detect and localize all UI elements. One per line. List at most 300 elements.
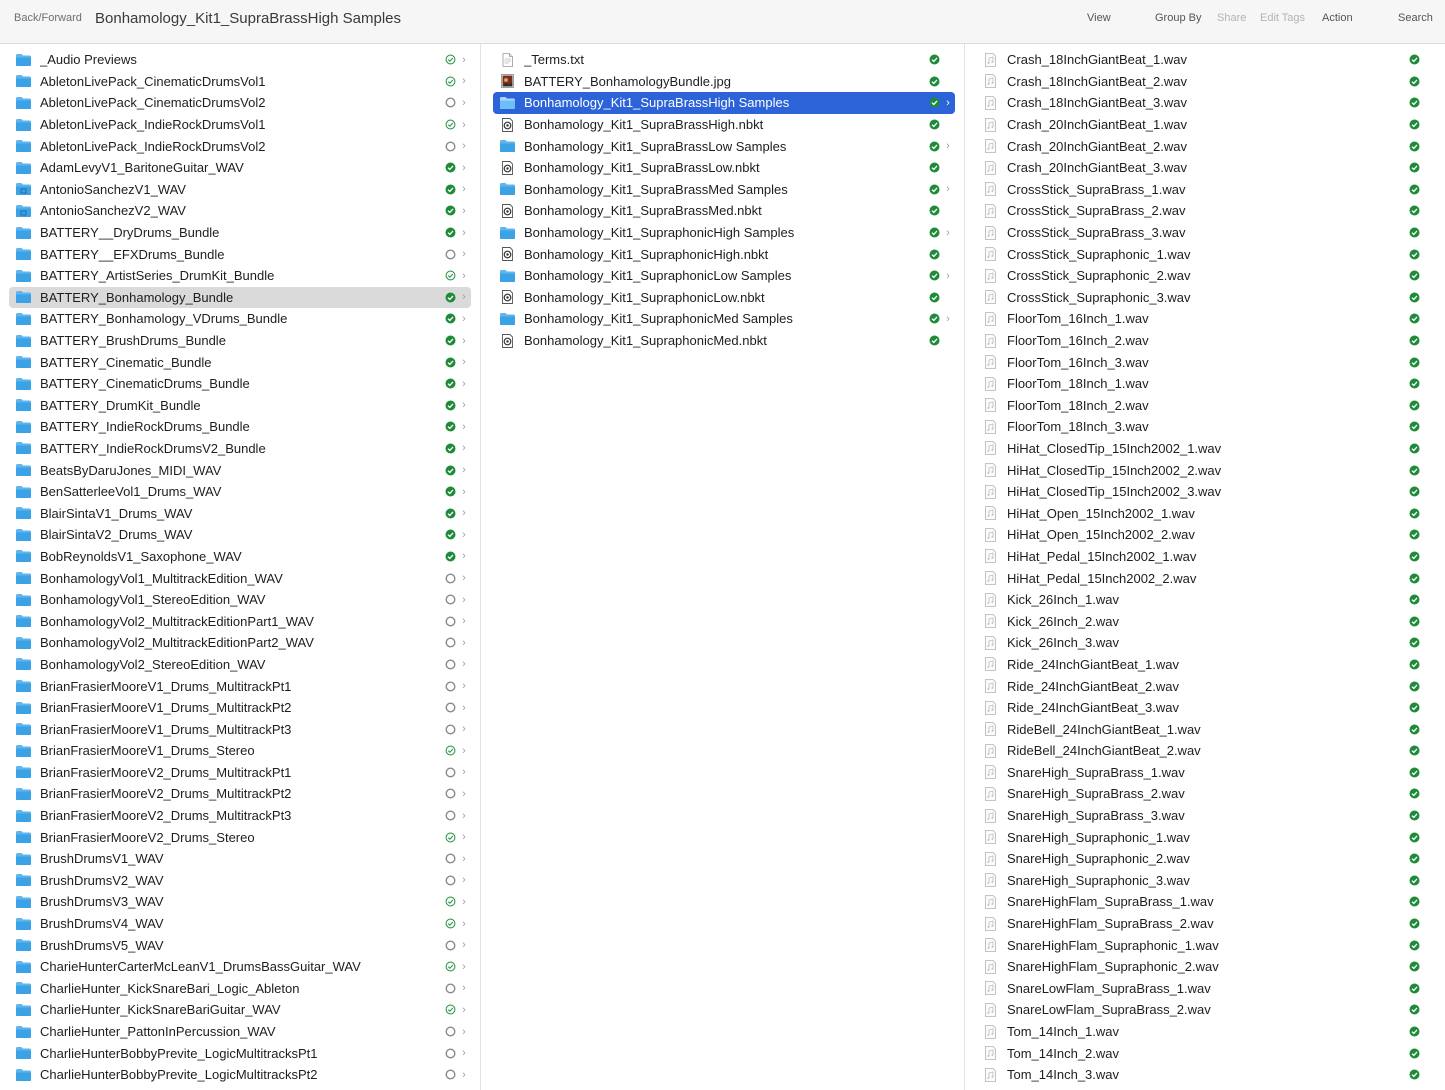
list-item[interactable] (976, 1042, 1435, 1064)
list-item[interactable] (493, 135, 955, 157)
list-item[interactable] (976, 49, 1435, 71)
synced-check-icon (1409, 1004, 1420, 1015)
item-name: SnareHigh_Supraphonic_1.wav (1007, 829, 1190, 845)
list-item[interactable] (493, 265, 955, 287)
list-item[interactable] (9, 373, 471, 395)
list-item[interactable] (976, 1064, 1435, 1086)
chevron-right-icon: › (462, 939, 466, 952)
audio-file-icon (982, 787, 999, 801)
list-item[interactable] (976, 589, 1435, 611)
item-name: BonhamologyVol2_StereoEdition_WAV (40, 656, 266, 672)
synced-check-icon (1409, 486, 1420, 497)
folder-icon (15, 830, 32, 844)
list-item[interactable] (9, 459, 471, 481)
list-item[interactable] (493, 92, 955, 114)
list-item[interactable] (976, 92, 1435, 114)
synced-check-icon (929, 184, 940, 195)
audio-file-icon (982, 722, 999, 736)
list-item[interactable] (9, 826, 471, 848)
cloud-status-icon (445, 983, 456, 994)
audio-file-icon (982, 917, 999, 931)
item-name: Crash_18InchGiantBeat_2.wav (1007, 73, 1187, 89)
synced-check-icon (1409, 119, 1420, 130)
view-button[interactable]: View (1087, 12, 1111, 24)
chevron-right-icon: › (462, 960, 466, 973)
list-item[interactable] (9, 157, 471, 179)
item-name: SnareLowFlam_SupraBrass_2.wav (1007, 1002, 1211, 1018)
chevron-right-icon: › (462, 399, 466, 412)
chevron-right-icon: › (462, 701, 466, 714)
audio-file-icon (982, 334, 999, 348)
audio-file-icon (982, 938, 999, 952)
folder-icon (15, 917, 32, 931)
list-item[interactable] (976, 654, 1435, 676)
list-item[interactable] (9, 913, 471, 935)
item-name: Bonhamology_Kit1_SupraBrassLow.nbkt (524, 160, 760, 176)
list-item[interactable] (976, 1021, 1435, 1043)
column-parent-folders[interactable] (0, 44, 481, 1090)
list-item[interactable] (9, 243, 471, 265)
action-button[interactable]: Action (1322, 12, 1353, 24)
list-item[interactable] (976, 222, 1435, 244)
item-name: SnareHigh_Supraphonic_2.wav (1007, 851, 1190, 867)
audio-file-icon (982, 895, 999, 909)
item-name: FloorTom_16Inch_1.wav (1007, 311, 1149, 327)
folder-icon (15, 139, 32, 153)
synced-check-icon (1409, 853, 1420, 864)
cloud-status-icon (445, 659, 456, 670)
synced-check-icon (929, 313, 940, 324)
window-title: Bonhamology_Kit1_SupraBrassHigh Samples (95, 10, 402, 27)
group-by-button[interactable]: Group By (1155, 12, 1202, 24)
chevron-right-icon: › (462, 377, 466, 390)
item-name: CrossStick_Supraphonic_3.wav (1007, 289, 1191, 305)
chevron-right-icon: › (462, 96, 466, 109)
list-item[interactable] (493, 243, 955, 265)
list-item[interactable] (9, 654, 471, 676)
audio-file-icon (982, 657, 999, 671)
folder-icon (15, 614, 32, 628)
synced-check-icon (1409, 832, 1420, 843)
chevron-right-icon: › (462, 312, 466, 325)
item-name: BrianFrasierMooreV1_Drums_Stereo (40, 743, 255, 759)
item-name: SnareHigh_SupraBrass_3.wav (1007, 808, 1185, 824)
synced-check-icon (1409, 983, 1420, 994)
list-item[interactable] (976, 308, 1435, 330)
synced-check-icon (929, 141, 940, 152)
list-item[interactable] (976, 740, 1435, 762)
synced-check-icon (1409, 551, 1420, 562)
chevron-right-icon: › (462, 550, 466, 563)
folder-icon (15, 377, 32, 391)
chevron-right-icon: › (462, 917, 466, 930)
list-item[interactable] (976, 243, 1435, 265)
list-item[interactable] (9, 200, 471, 222)
list-item[interactable] (976, 999, 1435, 1021)
column-sample-files[interactable] (966, 44, 1445, 1090)
synced-check-icon (1409, 313, 1420, 324)
item-name: BrianFrasierMooreV2_Drums_Stereo (40, 829, 255, 845)
list-item[interactable] (9, 71, 471, 93)
list-item[interactable] (976, 891, 1435, 913)
list-item[interactable] (493, 114, 955, 136)
list-item[interactable] (9, 999, 471, 1021)
item-name: BrianFrasierMooreV1_Drums_MultitrackPt1 (40, 678, 292, 694)
list-item[interactable] (9, 222, 471, 244)
item-name: BATTERY__DryDrums_Bundle (40, 225, 220, 241)
synced-outline-icon (445, 896, 456, 907)
item-name: AbletonLivePack_IndieRockDrumsVol2 (40, 138, 266, 154)
item-name: AbletonLivePack_CinematicDrumsVol2 (40, 95, 266, 111)
list-item[interactable] (976, 524, 1435, 546)
item-name: SnareHighFlam_SupraBrass_2.wav (1007, 916, 1214, 932)
list-item[interactable] (9, 697, 471, 719)
item-name: BobReynoldsV1_Saxophone_WAV (40, 548, 242, 564)
chevron-right-icon: › (462, 334, 466, 347)
item-name: HiHat_ClosedTip_15Inch2002_3.wav (1007, 484, 1222, 500)
item-name: BrianFrasierMooreV2_Drums_MultitrackPt1 (40, 764, 292, 780)
list-item[interactable] (976, 826, 1435, 848)
list-item[interactable] (9, 546, 471, 568)
list-item[interactable] (976, 956, 1435, 978)
synced-check-icon (445, 486, 456, 497)
audio-file-icon (982, 701, 999, 715)
list-item[interactable] (9, 524, 471, 546)
chevron-right-icon: › (462, 118, 466, 131)
back-forward-button[interactable]: Back/Forward (14, 12, 82, 24)
audio-file-icon (982, 1025, 999, 1039)
folder-icon (15, 161, 32, 175)
cloud-status-icon (445, 1069, 456, 1080)
chevron-right-icon: › (462, 75, 466, 88)
list-item[interactable] (976, 783, 1435, 805)
synced-outline-icon (445, 1004, 456, 1015)
list-item[interactable] (976, 438, 1435, 460)
synced-check-icon (445, 162, 456, 173)
audio-file-icon (982, 614, 999, 628)
list-item[interactable] (976, 114, 1435, 136)
audio-file-icon (982, 744, 999, 758)
chevron-right-icon: › (462, 356, 466, 369)
synced-check-icon (1409, 97, 1420, 108)
item-name: FloorTom_16Inch_2.wav (1007, 333, 1149, 349)
list-item[interactable] (976, 265, 1435, 287)
synced-check-icon (1409, 896, 1420, 907)
item-name: RideBell_24InchGiantBeat_2.wav (1007, 743, 1201, 759)
list-item[interactable] (9, 1042, 471, 1064)
nbkt-file-icon (499, 290, 516, 304)
list-item[interactable] (9, 351, 471, 373)
folder-icon (15, 593, 32, 607)
synced-outline-icon (445, 270, 456, 281)
list-item[interactable] (9, 589, 471, 611)
column-bundle-contents[interactable] (482, 44, 965, 1090)
list-item[interactable] (9, 265, 471, 287)
folder-icon (15, 679, 32, 693)
audio-file-icon (982, 463, 999, 477)
list-item[interactable] (976, 179, 1435, 201)
list-item[interactable] (9, 956, 471, 978)
list-item[interactable] (976, 934, 1435, 956)
list-item[interactable] (9, 1064, 471, 1086)
audio-file-icon (982, 960, 999, 974)
list-item[interactable] (9, 934, 471, 956)
item-name: AdamLevyV1_BaritoneGuitar_WAV (40, 160, 244, 176)
list-item[interactable] (9, 502, 471, 524)
chevron-right-icon: › (462, 204, 466, 217)
chevron-right-icon: › (462, 291, 466, 304)
list-item[interactable] (493, 287, 955, 309)
list-item[interactable] (9, 179, 471, 201)
item-name: SnareHighFlam_Supraphonic_2.wav (1007, 959, 1219, 975)
item-name: HiHat_Pedal_15Inch2002_2.wav (1007, 570, 1197, 586)
list-item[interactable] (9, 114, 471, 136)
synced-check-icon (1409, 875, 1420, 886)
item-name: SnareHighFlam_SupraBrass_1.wav (1007, 894, 1214, 910)
list-item[interactable] (976, 632, 1435, 654)
item-name: BonhamologyVol1_StereoEdition_WAV (40, 592, 266, 608)
list-item[interactable] (976, 697, 1435, 719)
list-item[interactable] (493, 49, 955, 71)
list-item[interactable] (976, 978, 1435, 1000)
list-item[interactable] (976, 718, 1435, 740)
list-item[interactable] (976, 330, 1435, 352)
synced-check-icon (1409, 162, 1420, 173)
list-item[interactable] (976, 287, 1435, 309)
item-name: Kick_26Inch_1.wav (1007, 592, 1120, 608)
chevron-right-icon: › (462, 1025, 466, 1038)
synced-check-icon (445, 227, 456, 238)
nbkt-file-icon (499, 118, 516, 132)
item-name: Crash_18InchGiantBeat_1.wav (1007, 52, 1187, 68)
list-item[interactable] (9, 632, 471, 654)
list-item[interactable] (9, 718, 471, 740)
item-name: Tom_14Inch_1.wav (1007, 1024, 1120, 1040)
synced-check-icon (929, 162, 940, 173)
folder-icon (15, 312, 32, 326)
chevron-right-icon: › (462, 507, 466, 520)
item-name: _Audio Previews (40, 52, 137, 68)
item-name: Bonhamology_Kit1_SupraphonicMed.nbkt (524, 333, 767, 349)
audio-file-icon (982, 226, 999, 240)
synced-outline-icon (445, 54, 456, 65)
chevron-right-icon: › (462, 874, 466, 887)
list-item[interactable] (493, 157, 955, 179)
synced-check-icon (1409, 745, 1420, 756)
list-item[interactable] (9, 740, 471, 762)
synced-outline-icon (445, 918, 456, 929)
item-name: BonhamologyVol2_MultitrackEditionPart2_WAV (40, 635, 314, 651)
item-name: Bonhamology_Kit1_SupraphonicHigh.nbkt (524, 246, 769, 262)
list-item[interactable] (493, 179, 955, 201)
item-name: CrossStick_SupraBrass_2.wav (1007, 203, 1186, 219)
list-item[interactable] (493, 71, 955, 93)
list-item[interactable] (976, 481, 1435, 503)
audio-file-icon (982, 485, 999, 499)
list-item[interactable] (976, 157, 1435, 179)
synced-check-icon (1409, 292, 1420, 303)
item-name: Kick_26Inch_2.wav (1007, 613, 1120, 629)
list-item[interactable] (493, 200, 955, 222)
list-item[interactable] (976, 135, 1435, 157)
list-item[interactable] (9, 416, 471, 438)
list-item[interactable] (9, 308, 471, 330)
item-name: Tom_14Inch_3.wav (1007, 1067, 1120, 1083)
audio-file-icon (982, 1068, 999, 1082)
synced-check-icon (1409, 249, 1420, 260)
folder-icon (15, 701, 32, 715)
synced-check-icon (1409, 529, 1420, 540)
folder-icon (15, 96, 32, 110)
audio-file-icon (982, 981, 999, 995)
item-name: BATTERY_Bonhamology_Bundle (40, 289, 234, 305)
folder-icon (15, 463, 32, 477)
list-item[interactable] (976, 762, 1435, 784)
item-name: BlairSintaV2_Drums_WAV (40, 527, 193, 543)
cloud-status-icon (445, 853, 456, 864)
folder-icon (15, 334, 32, 348)
item-name: CharlieHunter_KickSnareBari_Logic_Ableton (40, 980, 300, 996)
list-item[interactable] (9, 438, 471, 460)
cloud-status-icon (445, 681, 456, 692)
item-name: BrushDrumsV2_WAV (40, 872, 164, 888)
item-name: BATTERY_Bonhamology_VDrums_Bundle (40, 311, 288, 327)
list-item[interactable] (9, 92, 471, 114)
list-item[interactable] (976, 610, 1435, 632)
list-item[interactable] (493, 222, 955, 244)
item-name: AntonioSanchezV2_WAV (40, 203, 186, 219)
cloud-status-icon (445, 702, 456, 713)
list-item[interactable] (9, 1021, 471, 1043)
item-name: SnareHigh_SupraBrass_1.wav (1007, 764, 1185, 780)
item-name: Bonhamology_Kit1_SupraphonicLow.nbkt (524, 289, 765, 305)
cloud-status-icon (445, 97, 456, 108)
chevron-right-icon: › (462, 593, 466, 606)
folder-icon (15, 938, 32, 952)
list-item[interactable] (9, 135, 471, 157)
list-item[interactable] (9, 978, 471, 1000)
list-item[interactable] (9, 610, 471, 632)
list-item[interactable] (976, 567, 1435, 589)
synced-check-icon (445, 465, 456, 476)
share-button[interactable]: Share (1217, 12, 1247, 24)
synced-check-icon (445, 184, 456, 195)
folder-icon (15, 269, 32, 283)
list-item[interactable] (9, 783, 471, 805)
synced-check-icon (1409, 227, 1420, 238)
list-item[interactable] (9, 675, 471, 697)
folder-icon (15, 182, 32, 196)
list-item[interactable] (9, 848, 471, 870)
synced-outline-icon (445, 76, 456, 87)
nbkt-file-icon (499, 334, 516, 348)
list-item[interactable] (976, 502, 1435, 524)
item-name: Ride_24InchGiantBeat_2.wav (1007, 678, 1180, 694)
list-item[interactable] (976, 200, 1435, 222)
audio-file-icon (982, 161, 999, 175)
item-name: Bonhamology_Kit1_SupraBrassMed.nbkt (524, 203, 762, 219)
item-name: BATTERY_BonhamologyBundle.jpg (524, 73, 731, 89)
audio-file-icon (982, 139, 999, 153)
list-item[interactable] (493, 308, 955, 330)
list-item[interactable] (9, 870, 471, 892)
list-item[interactable] (976, 848, 1435, 870)
item-name: BrushDrumsV3_WAV (40, 894, 164, 910)
list-item[interactable] (976, 351, 1435, 373)
item-name: CrossStick_SupraBrass_3.wav (1007, 225, 1186, 241)
item-name: BonhamologyVol2_MultitrackEditionPart1_WAV (40, 613, 314, 629)
synced-check-icon (1409, 637, 1420, 648)
chevron-right-icon: › (462, 744, 466, 757)
list-item[interactable] (976, 373, 1435, 395)
list-item[interactable] (9, 287, 471, 309)
list-item[interactable] (9, 49, 471, 71)
item-name: CrossStick_Supraphonic_1.wav (1007, 246, 1191, 262)
chevron-right-icon: › (462, 982, 466, 995)
folder-icon (15, 528, 32, 542)
edit-tags-button[interactable]: Edit Tags (1260, 12, 1306, 24)
chevron-right-icon: › (462, 226, 466, 239)
list-item[interactable] (976, 395, 1435, 417)
item-name: Bonhamology_Kit1_SupraBrassHigh Samples (524, 95, 790, 111)
list-item[interactable] (976, 913, 1435, 935)
chevron-right-icon: › (462, 269, 466, 282)
list-item[interactable] (9, 481, 471, 503)
chevron-right-icon: › (462, 183, 466, 196)
folder-icon (15, 506, 32, 520)
chevron-right-icon: › (462, 140, 466, 153)
list-item[interactable] (976, 870, 1435, 892)
synced-check-icon (1409, 54, 1420, 65)
list-item[interactable] (9, 395, 471, 417)
audio-file-icon (982, 809, 999, 823)
search-button[interactable]: Search (1398, 12, 1433, 24)
synced-check-icon (445, 357, 456, 368)
chevron-right-icon: › (462, 615, 466, 628)
audio-file-icon (982, 96, 999, 110)
folder-icon (15, 852, 32, 866)
synced-check-icon (1409, 810, 1420, 821)
item-name: Bonhamology_Kit1_SupraBrassMed Samples (524, 181, 788, 197)
list-item[interactable] (9, 805, 471, 827)
audio-file-icon (982, 636, 999, 650)
list-item[interactable] (976, 546, 1435, 568)
list-item[interactable] (9, 762, 471, 784)
list-item[interactable] (976, 416, 1435, 438)
chevron-right-icon: › (462, 161, 466, 174)
list-item[interactable] (9, 891, 471, 913)
list-item[interactable] (976, 71, 1435, 93)
item-name: HiHat_Open_15Inch2002_2.wav (1007, 527, 1195, 543)
list-item[interactable] (976, 805, 1435, 827)
item-name: BATTERY_IndieRockDrumsV2_Bundle (40, 440, 266, 456)
list-item[interactable] (976, 459, 1435, 481)
synced-check-icon (1409, 378, 1420, 389)
list-item[interactable] (493, 330, 955, 352)
list-item[interactable] (9, 330, 471, 352)
synced-check-icon (929, 119, 940, 130)
list-item[interactable] (9, 567, 471, 589)
item-name: BATTERY_ArtistSeries_DrumKit_Bundle (40, 268, 275, 284)
folder-icon (499, 139, 516, 153)
synced-check-icon (929, 292, 940, 303)
cloud-status-icon (445, 1026, 456, 1037)
folder-icon (499, 226, 516, 240)
list-item[interactable] (976, 675, 1435, 697)
folder-icon (15, 636, 32, 650)
item-name: FloorTom_18Inch_1.wav (1007, 376, 1149, 392)
chevron-right-icon: › (462, 766, 466, 779)
